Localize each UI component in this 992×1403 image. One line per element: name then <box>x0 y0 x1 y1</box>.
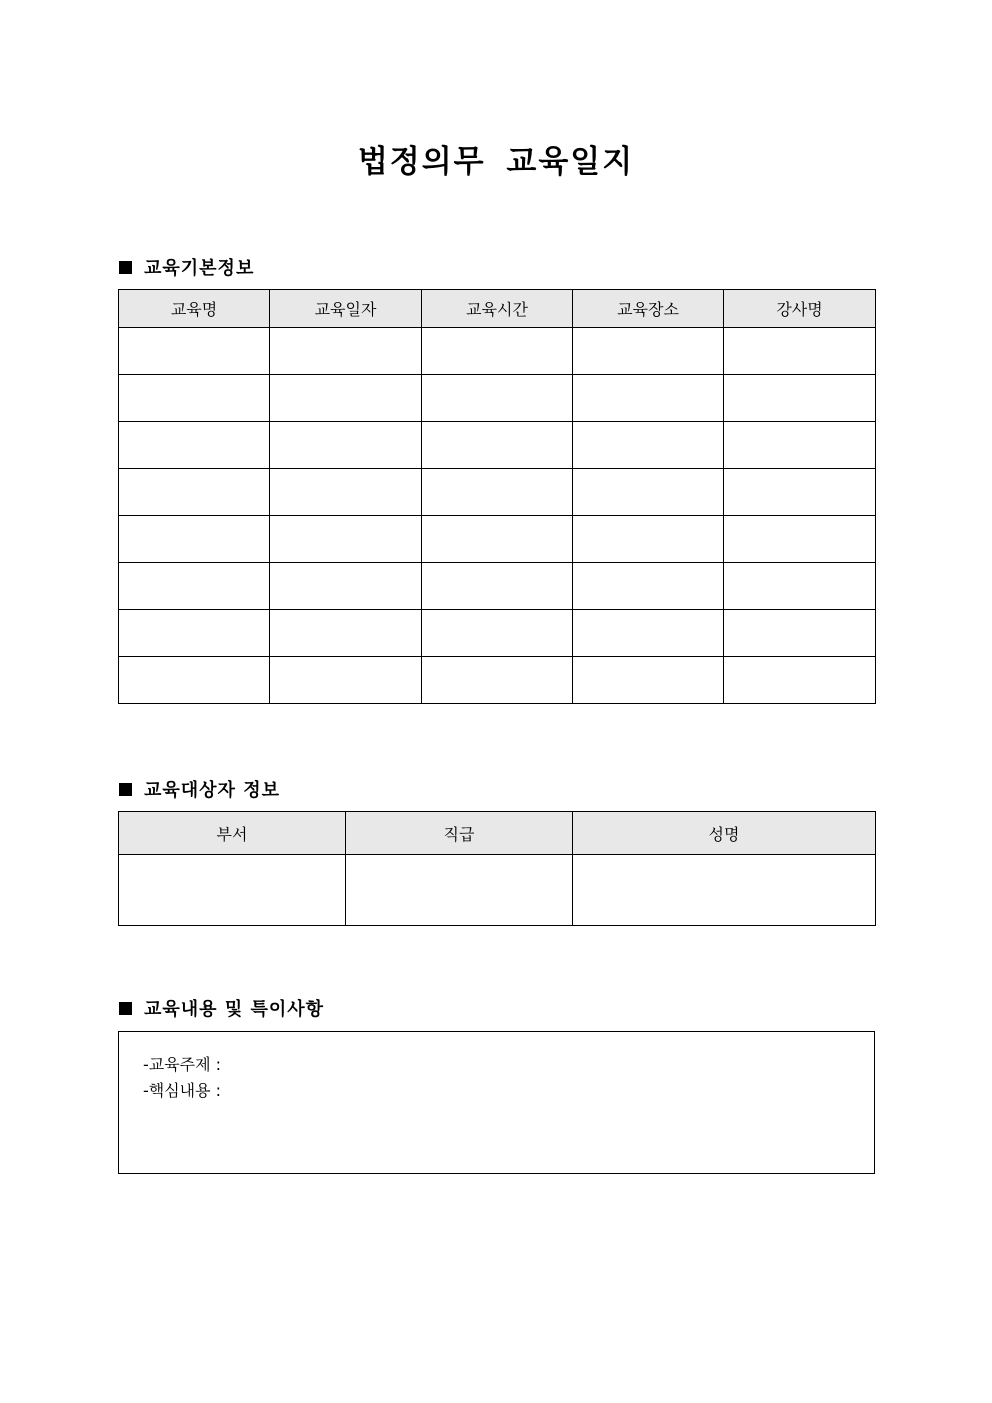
table-cell[interactable] <box>573 375 724 422</box>
content-notes-box[interactable] <box>118 1031 875 1174</box>
table-cell[interactable] <box>119 610 270 657</box>
column-header: 강사명 <box>724 290 876 328</box>
table-header-row <box>119 290 876 328</box>
table-row <box>119 563 876 610</box>
table-cell[interactable] <box>573 422 724 469</box>
table-cell[interactable] <box>724 516 876 563</box>
square-bullet-icon <box>119 783 132 796</box>
table-cell[interactable] <box>422 375 573 422</box>
section-heading-label: 교육내용 및 특이사항 <box>144 999 325 1020</box>
column-header: 교육시간 <box>422 290 573 328</box>
table-row <box>119 422 876 469</box>
table-cell[interactable] <box>422 422 573 469</box>
table-row <box>119 328 876 375</box>
table-cell[interactable] <box>422 657 573 704</box>
square-bullet-icon <box>119 261 132 274</box>
table-cell[interactable] <box>422 328 573 375</box>
section-heading-label: 교육기본정보 <box>144 258 255 279</box>
column-header: 직급 <box>346 812 573 855</box>
table-cell[interactable] <box>270 516 422 563</box>
table-cell[interactable] <box>724 657 876 704</box>
table-cell[interactable] <box>724 328 876 375</box>
table-header-row <box>119 812 876 855</box>
page-title: 법정의무 교육일지 <box>357 144 635 180</box>
column-header: 부서 <box>119 812 346 855</box>
table-row <box>119 657 876 704</box>
table-cell[interactable] <box>119 563 270 610</box>
table-cell[interactable] <box>270 657 422 704</box>
table-cell[interactable] <box>270 328 422 375</box>
column-header: 교육일자 <box>270 290 422 328</box>
column-header: 교육장소 <box>573 290 724 328</box>
table-cell[interactable] <box>573 328 724 375</box>
table-cell[interactable] <box>724 375 876 422</box>
section-heading-content-info <box>119 995 324 1021</box>
table-cell[interactable] <box>422 469 573 516</box>
table-row <box>119 469 876 516</box>
table-cell[interactable] <box>724 469 876 516</box>
table-row <box>119 610 876 657</box>
key-content-line: -핵심내용 : <box>143 1081 222 1100</box>
table-cell[interactable] <box>270 469 422 516</box>
table-cell[interactable] <box>573 469 724 516</box>
rank-cell[interactable] <box>346 855 573 926</box>
section-heading-basic-info <box>119 254 254 280</box>
table-cell[interactable] <box>119 657 270 704</box>
table-row <box>119 516 876 563</box>
table-cell[interactable] <box>119 516 270 563</box>
table-cell[interactable] <box>422 610 573 657</box>
table-cell[interactable] <box>724 563 876 610</box>
table-cell[interactable] <box>270 422 422 469</box>
table-cell[interactable] <box>573 516 724 563</box>
column-header: 교육명 <box>119 290 270 328</box>
section-heading-target-info <box>119 776 280 802</box>
table-cell[interactable] <box>573 657 724 704</box>
table-cell[interactable] <box>119 375 270 422</box>
table-cell[interactable] <box>422 516 573 563</box>
square-bullet-icon <box>119 1002 132 1015</box>
topic-line: -교육주제 : <box>143 1055 222 1074</box>
table-cell[interactable] <box>724 422 876 469</box>
section-heading-label: 교육대상자 정보 <box>144 780 280 801</box>
table-cell[interactable] <box>119 469 270 516</box>
name-cell[interactable] <box>573 855 876 926</box>
table-cell[interactable] <box>724 610 876 657</box>
table-cell[interactable] <box>119 422 270 469</box>
table-cell[interactable] <box>270 375 422 422</box>
column-header: 성명 <box>573 812 876 855</box>
table-cell[interactable] <box>422 563 573 610</box>
department-cell[interactable] <box>119 855 346 926</box>
table-row <box>119 855 876 926</box>
table-cell[interactable] <box>573 610 724 657</box>
table-cell[interactable] <box>270 563 422 610</box>
table-cell[interactable] <box>270 610 422 657</box>
table-cell[interactable] <box>119 328 270 375</box>
table-row <box>119 375 876 422</box>
basic-info-table <box>118 289 876 704</box>
table-cell[interactable] <box>573 563 724 610</box>
target-info-table <box>118 811 876 926</box>
